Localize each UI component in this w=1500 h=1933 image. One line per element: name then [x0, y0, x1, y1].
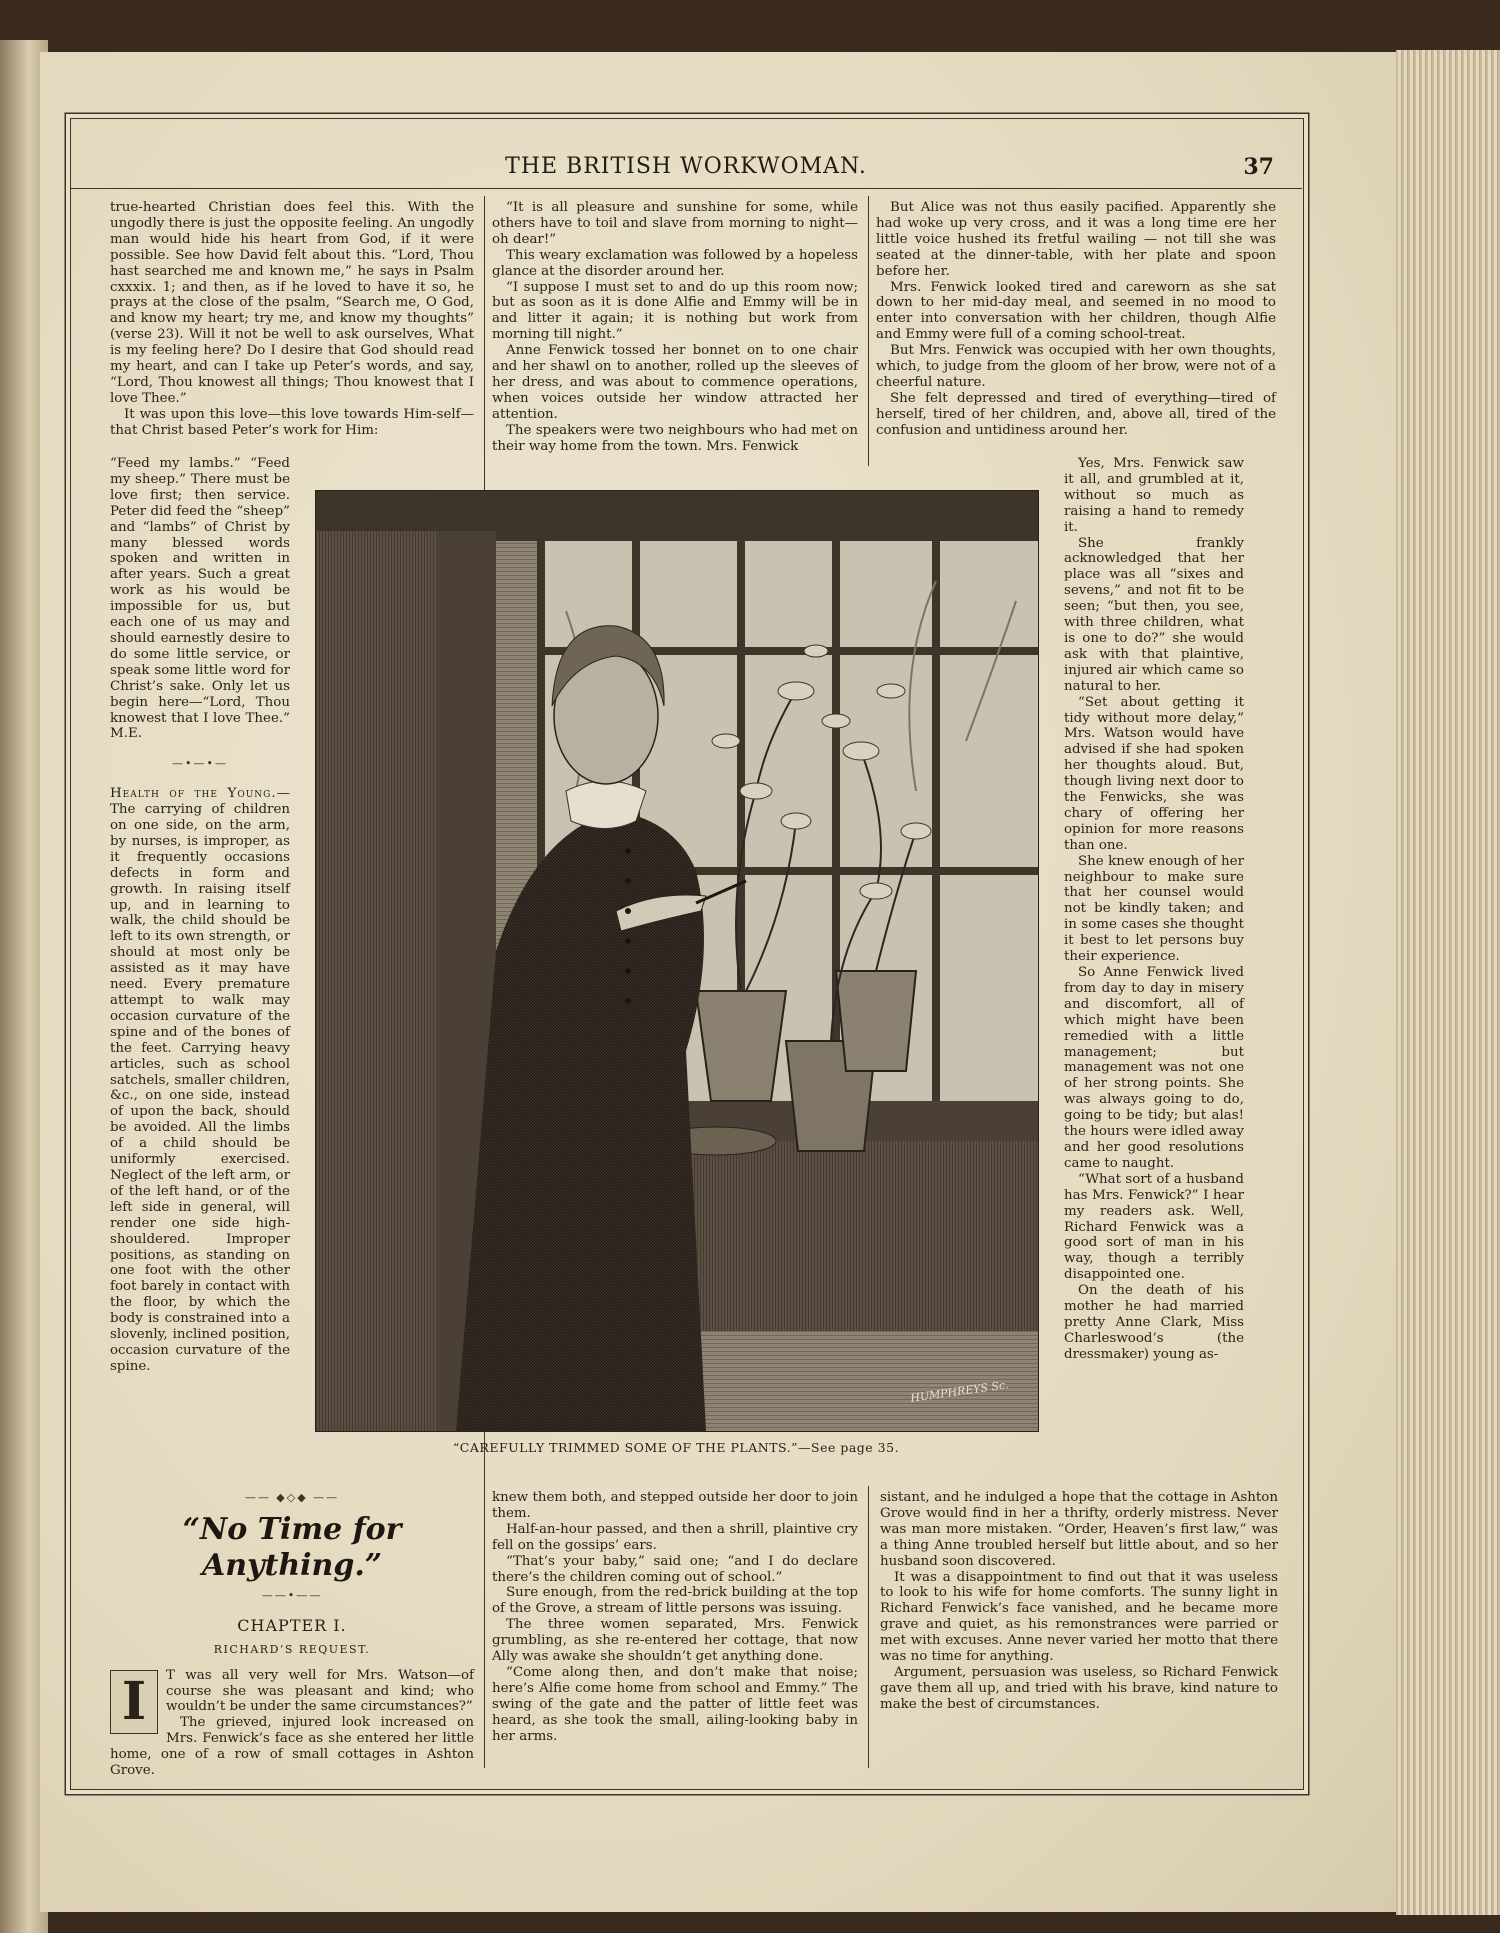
ornament-divider: —— ◆◇◆ ——	[244, 1491, 340, 1504]
column-rule-3	[868, 1486, 869, 1768]
paragraph: “I suppose I must set to and do up this room now; but as soon as it is done Alfie and Emmy will be in and litter it again; it is nothing but work from morning till night.”	[492, 279, 858, 343]
column-2-top	[492, 200, 858, 455]
page-edges	[1396, 50, 1500, 1915]
paragraph: Half-an-hour passed, and then a shrill, plaintive cry fell on the gossips’ ears.	[492, 1521, 858, 1553]
column-1-narrow	[110, 456, 290, 1375]
engraving	[316, 491, 1038, 1431]
paragraph: “Feed my lambs.” “Feed my sheep.” There must be love first; then service. Peter did feed the “sheep” and “lambs” of Christ by many blessed words spoken and written in after years. Such a great work as his would be impossible for us, but each one of us may and should earnestly desire to do some little service, or speak some little word for Christ’s sake. Only let us begin here—“Lord, Thou knowest that I love Thee.” M.E.	[110, 456, 290, 742]
paragraph: The speakers were two neighbours who had met on their way home from the town. Mrs. Fenwick	[492, 422, 858, 454]
opening-text: T was all very well for Mrs. Watson—of course she was pleasant and kind; who wouldn’t be under the same circumstances?”	[166, 1667, 474, 1715]
engraver-signature: HUMPHREYS Sc.	[909, 1378, 1010, 1405]
paragraph: Argument, persuasion was useless, so Richard Fenwick gave them all up, and tried with his brave, kind nature to make the best of circumstances.	[880, 1664, 1278, 1712]
running-title: THE BRITISH WORKWOMAN.	[505, 154, 867, 179]
paragraph: This weary exclamation was followed by a hopeless glance at the disorder around her.	[492, 247, 858, 279]
paragraph: It was upon this love—this love towards Him-self—that Christ based Peter’s work for Him:	[110, 406, 474, 438]
paragraph: “Set about getting it tidy without more delay,” Mrs. Watson would have advised if she had spoken her thoughts aloud. But, though living next door to the Fenwicks, she was chary of offering her opinion for more reasons than one.	[1064, 694, 1244, 853]
chapter-subheading: RICHARD’S REQUEST.	[213, 1642, 371, 1656]
paragraph: But Alice was not thus easily pacified. Apparently she had woke up very cross, and it was a long time ere her little voice hushed its fretful wailing — not till she was seated at the dinner-table, with her plate and spoon before her.	[876, 200, 1276, 279]
paragraph: knew them both, and stepped outside her door to join them.	[492, 1490, 858, 1521]
illustration-caption: “CAREFULLY TRIMMED SOME OF THE PLANTS.”—See page 35.	[452, 1440, 900, 1455]
column-2-bottom	[492, 1490, 858, 1745]
paragraph: sistant, and he indulged a hope that the cottage in Ashton Grove would find in her a thrifty, orderly mistress. Never was man more mistaken. “Order, Heaven’s first law,” was a thing Anne troubled herself but little about, and so her husband soon discovered.	[880, 1490, 1278, 1569]
paragraph: The grieved, injured look increased on Mrs. Fenwick’s face as she entered her little home, one of a row of small cottages in Ashton Grove.	[110, 1715, 474, 1779]
paragraph: She frankly acknowledged that her place was all “sixes and sevens,” and not fit to be seen; “but then, you see, with three children, what is one to do?” she would ask with that plaintive, injured air which came so natural to her.	[1064, 535, 1244, 694]
running-header	[70, 148, 1302, 189]
drop-cap: I	[110, 1670, 158, 1734]
story-title: “No Time for Anything.”	[182, 1511, 402, 1583]
paragraph: true-hearted Christian does feel this. With the ungodly there is just the opposite feeling. An ungodly man would hide his heart from God, if it were possible. See how David felt about this. “Lord, Thou hast searched me and known me,” he says in Psalm cxxxix. 1; and then, as if he loved to have it so, he prays at the close of the psalm, “Search me, O God, and know my heart; try me, and know my thoughts” (verse 23). Will it not be well to ask ourselves, What is my feeling here? Do I desire that God should read my heart, and can I take up Peter’s words, and say, “Lord, Thou knowest all things; Thou knowest that I love Thee.”	[110, 200, 474, 406]
story-opening	[110, 1667, 474, 1732]
column-3-bottom	[880, 1490, 1278, 1713]
column-3-top	[876, 200, 1276, 439]
ornament-divider: —•—•—	[172, 757, 228, 771]
paragraph: “What sort of a husband has Mrs. Fenwick?” I hear my readers ask. Well, Richard Fenwick was a good sort of man in his way, though a terribly disappointed one.	[1064, 1171, 1244, 1283]
paragraph: Mrs. Fenwick looked tired and careworn as she sat down to her mid-day meal, and seemed in no mood to enter into conversation with her children, though Alfie and Emmy were full of a coming school-treat.	[876, 279, 1276, 343]
story-start	[110, 1490, 474, 1779]
paragraph: “That’s your baby,” said one; “and I do declare there’s the children coming out of school.”	[492, 1553, 858, 1585]
paragraph: The three women separated, Mrs. Fenwick grumbling, as she re-entered her cottage, that now Ally was awake she shouldn’t get anything done.	[492, 1617, 858, 1665]
illustration	[315, 490, 1039, 1432]
chapter-heading: CHAPTER I.	[237, 1615, 347, 1635]
page-number: 37	[1243, 154, 1274, 180]
paragraph: So Anne Fenwick lived from day to day in misery and discomfort, all of which might have been remedied with a little management; but management was not one of her strong points. She was always going to do, going to be tidy; but alas! the hours were idled away and her good resolutions came to naught.	[1064, 965, 1244, 1171]
ornament-divider: ——•——	[261, 1588, 323, 1602]
paragraph: “It is all pleasure and sunshine for some, while others have to toil and slave from morning to night—oh dear!”	[492, 200, 858, 247]
health-article	[110, 786, 290, 1375]
paragraph: Yes, Mrs. Fenwick saw it all, and grumbled at it, without so much as raising a hand to remedy it.	[1064, 456, 1244, 535]
paragraph: Sure enough, from the red-brick building at the top of the Grove, a stream of little persons was issuing.	[492, 1585, 858, 1617]
column-rule-2	[868, 196, 869, 466]
paragraph: Anne Fenwick tossed her bonnet on to one chair and her shawl on to another, rolled up the sleeves of her dress, and was about to commence operations, when voices outside her window attracted her attention.	[492, 343, 858, 422]
paragraph: She knew enough of her neighbour to make sure that her counsel would not be kindly taken; and in some cases she thought it best to let persons buy their experience.	[1064, 853, 1244, 965]
column-3-side	[1064, 456, 1244, 1363]
paragraph: She felt depressed and tired of everything—tired of herself, tired of her children, and, above all, tired of the confusion and untidiness around her.	[876, 390, 1276, 438]
paragraph: But Mrs. Fenwick was occupied with her own thoughts, which, to judge from the gloom of her brow, were not of a cheerful nature.	[876, 343, 1276, 390]
health-heading: Health of the Young.	[110, 786, 277, 802]
paragraph: “Come along then, and don’t make that noise; here’s Alfie come home from school and Emmy.” The swing of the gate and the patter of little feet was heard, as she took the small, ailing-looking baby in her arms.	[492, 1664, 858, 1744]
health-text: — The carrying of children on one side, on the arm, by nurses, is improper, as it frequently occasions defects in form and growth. In raising itself up, and in learning to walk, the child should be left to its own strength, or should at most only be assisted as it may have need. Every premature attempt to walk may occasion curvature of the spine and of the bones of the feet. Carrying heavy articles, such as school satchels, smaller children, &c., on one side, instead of upon the back, should be avoided. All the limbs of a child should be uniformly exercised. Neglect of the left arm, or of the left hand, or of the left side in general, will render one side high-shouldered. Improper positions, as standing on one foot with the other foot barely in contact with the floor, by which the body is constrained into a slovenly, inclined position, occasion curvature of the spine.	[110, 786, 290, 1374]
column-1-top	[110, 200, 474, 439]
paragraph: It was a disappointment to find out that it was useless to look to his wife for home comforts. The sunny light in Richard Fenwick’s face vanished, and he became more grave and quiet, as his remonstrances were parried or met with excuses. Anne never varied her motto that there was no time for anything.	[880, 1569, 1278, 1665]
paragraph: On the death of his mother he had married pretty Anne Clark, Miss Charleswood’s (the dressmaker) young as-	[1064, 1283, 1244, 1362]
